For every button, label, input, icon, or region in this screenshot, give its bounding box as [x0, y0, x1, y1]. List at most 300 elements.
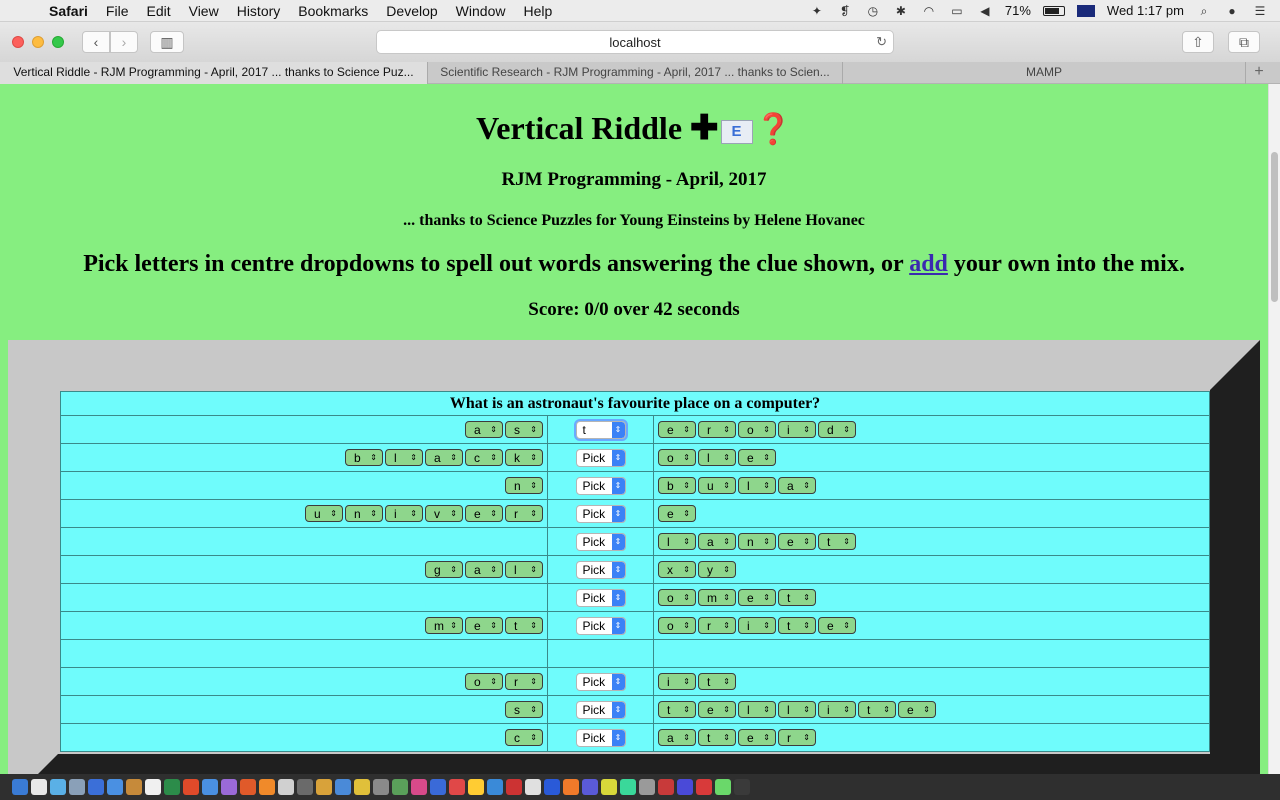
- centre-pick-cell: [548, 724, 654, 752]
- updown-arrow-icon: ⇕: [803, 732, 810, 742]
- left-letters: [61, 584, 548, 612]
- letter-value: k: [514, 450, 520, 465]
- letter-dropdown[interactable]: [658, 421, 696, 438]
- updown-arrow-icon: ⇕: [530, 704, 537, 714]
- letter-value: n: [354, 506, 361, 521]
- letter-value: l: [514, 562, 517, 577]
- dock-app-icon[interactable]: [145, 779, 161, 795]
- right-letters: [654, 556, 1210, 584]
- riddle-question: What is an astronaut's favourite place on a computer?: [61, 392, 1210, 416]
- updown-arrow-icon: ⇕: [843, 620, 850, 630]
- letter-value: e: [474, 506, 481, 521]
- updown-arrow-icon: ⇕: [450, 452, 457, 462]
- letter-dropdown[interactable]: [505, 561, 543, 578]
- letter-value: t: [867, 702, 871, 717]
- letter-dropdown[interactable]: [698, 533, 736, 550]
- airplay-icon[interactable]: ▭: [951, 3, 963, 18]
- letter-dropdown[interactable]: [698, 561, 736, 578]
- tab-vertical-riddle[interactable]: Vertical Riddle - RJM Programming - April, 2017 ... thanks to Science Puz...: [0, 62, 428, 84]
- volume-icon[interactable]: ◀: [980, 3, 990, 18]
- updown-arrow-icon: ⇕: [883, 704, 890, 714]
- riddle-row: [61, 500, 1210, 528]
- chevron-updown-icon: ⇕: [612, 590, 625, 606]
- forward-button[interactable]: [110, 31, 138, 53]
- dock-app-icon[interactable]: [107, 779, 123, 795]
- sidebar-button[interactable]: [150, 31, 184, 53]
- menu-item[interactable]: File: [105, 2, 129, 19]
- menu-item[interactable]: Bookmarks: [298, 2, 369, 19]
- dock-app-icon[interactable]: [335, 779, 351, 795]
- notification-list-icon[interactable]: ☰: [1254, 3, 1266, 18]
- menu-item[interactable]: History: [236, 2, 281, 19]
- menu-items: [97, 3, 561, 19]
- left-letters: [61, 612, 548, 640]
- score-display: Score: 0/0 over 42 seconds: [528, 299, 740, 320]
- tab-mamp[interactable]: MAMP: [843, 62, 1246, 84]
- letter-value: t: [787, 590, 791, 605]
- share-icon: ⇧: [1192, 33, 1204, 50]
- address-bar[interactable]: [376, 30, 894, 54]
- updown-arrow-icon: ⇕: [450, 508, 457, 518]
- dock-app-icon[interactable]: [563, 779, 579, 795]
- letter-dropdown[interactable]: [778, 533, 816, 550]
- letter-dropdown[interactable]: [658, 477, 696, 494]
- letter-dropdown[interactable]: [465, 449, 503, 466]
- dock-app-icon[interactable]: [316, 779, 332, 795]
- chevron-updown-icon: ⇕: [612, 730, 625, 746]
- right-letters: [654, 612, 1210, 640]
- left-letters: [61, 416, 548, 444]
- letter-value: a: [434, 450, 441, 465]
- letter-dropdown[interactable]: [778, 617, 816, 634]
- dock-app-icon[interactable]: [354, 779, 370, 795]
- dock-app-icon[interactable]: [259, 779, 275, 795]
- centre-pick-cell: [548, 472, 654, 500]
- dock-app-icon[interactable]: [126, 779, 142, 795]
- dock-app-icon[interactable]: [734, 779, 750, 795]
- updown-arrow-icon: ⇕: [723, 424, 730, 434]
- letter-dropdown[interactable]: [425, 561, 463, 578]
- letter-value: b: [667, 478, 674, 493]
- dock-app-icon[interactable]: [620, 779, 636, 795]
- updown-arrow-icon: ⇕: [370, 508, 377, 518]
- back-button[interactable]: [82, 31, 110, 53]
- letter-dropdown[interactable]: [698, 673, 736, 690]
- dock-app-icon[interactable]: [69, 779, 85, 795]
- letter-value: l: [667, 534, 670, 549]
- dock-app-icon[interactable]: [582, 779, 598, 795]
- updown-arrow-icon: ⇕: [490, 508, 497, 518]
- riddle-row: [61, 584, 1210, 612]
- left-letters: [61, 668, 548, 696]
- letter-value: e: [747, 730, 754, 745]
- letter-value: n: [514, 478, 521, 493]
- letter-value: l: [707, 450, 710, 465]
- scrollbar-thumb[interactable]: [1271, 152, 1278, 302]
- dock-app-icon[interactable]: [221, 779, 237, 795]
- right-letters: [654, 444, 1210, 472]
- chevron-updown-icon: ⇕: [612, 702, 625, 718]
- left-letters: [61, 500, 548, 528]
- dock-app-icon[interactable]: [506, 779, 522, 795]
- updown-arrow-icon: ⇕: [723, 732, 730, 742]
- pick-value: Pick: [582, 534, 606, 549]
- letter-dropdown[interactable]: [778, 589, 816, 606]
- dock-app-icon[interactable]: [183, 779, 199, 795]
- updown-arrow-icon: ⇕: [843, 424, 850, 434]
- updown-arrow-icon: ⇕: [370, 452, 377, 462]
- letter-dropdown[interactable]: [738, 589, 776, 606]
- letter-value: i: [394, 506, 397, 521]
- letter-value: i: [827, 702, 830, 717]
- centre-pick-dropdown[interactable]: [576, 505, 626, 523]
- letter-dropdown[interactable]: [465, 617, 503, 634]
- tray-app-icon[interactable]: ✦: [811, 3, 822, 18]
- instructions-text-before: Pick letters in centre dropdowns to spell out words answering the clue shown, or: [83, 251, 910, 277]
- dock-app-icon[interactable]: [487, 779, 503, 795]
- bluetooth-icon[interactable]: ✱: [895, 3, 906, 18]
- letter-dropdown[interactable]: [778, 421, 816, 438]
- pick-value: Pick: [582, 702, 606, 717]
- updown-arrow-icon: ⇕: [723, 676, 730, 686]
- dock-app-icon[interactable]: [240, 779, 256, 795]
- dock-app-icon[interactable]: [639, 779, 655, 795]
- letter-value: e: [707, 702, 714, 717]
- puzzle-stage: [8, 340, 1260, 774]
- battery-icon[interactable]: [1043, 6, 1065, 16]
- centre-pick-dropdown[interactable]: [576, 617, 626, 635]
- letter-dropdown[interactable]: [385, 449, 423, 466]
- dock-app-icon[interactable]: [278, 779, 294, 795]
- letter-value: r: [787, 730, 791, 745]
- centre-pick-cell: [548, 612, 654, 640]
- letter-value: m: [434, 618, 444, 633]
- letter-value: o: [667, 618, 674, 633]
- pick-value: Pick: [582, 730, 606, 745]
- letter-dropdown[interactable]: [465, 561, 503, 578]
- updown-arrow-icon: ⇕: [683, 704, 690, 714]
- time-machine-icon[interactable]: ◷: [867, 3, 879, 18]
- letter-dropdown[interactable]: [658, 729, 696, 746]
- right-letters: [654, 724, 1210, 752]
- letter-dropdown[interactable]: [818, 701, 856, 718]
- battery-percent[interactable]: 71%: [1004, 3, 1031, 18]
- letter-value: a: [707, 534, 714, 549]
- letter-value: i: [747, 618, 750, 633]
- letter-value: x: [667, 562, 673, 577]
- letter-value: o: [667, 450, 674, 465]
- letter-dropdown[interactable]: [505, 505, 543, 522]
- letter-value: l: [787, 702, 790, 717]
- letter-dropdown[interactable]: [505, 421, 543, 438]
- page-scrollbar[interactable]: [1268, 84, 1280, 774]
- centre-pick-dropdown[interactable]: [576, 589, 626, 607]
- riddle-row: [61, 668, 1210, 696]
- letter-dropdown[interactable]: [778, 701, 816, 718]
- letter-dropdown[interactable]: [505, 701, 543, 718]
- letter-dropdown[interactable]: [505, 449, 543, 466]
- menu-item[interactable]: Window: [455, 2, 506, 19]
- credits-line: ... thanks to Science Puzzles for Young Einsteins by Helene Hovanec: [403, 212, 865, 229]
- stage-corner-decoration-bottom: [32, 754, 58, 774]
- menu-app-name[interactable]: Safari: [49, 2, 88, 19]
- tray-script-icon[interactable]: ❡: [839, 3, 850, 18]
- centre-pick-dropdown[interactable]: [576, 533, 626, 551]
- centre-pick-dropdown[interactable]: [576, 729, 626, 747]
- chevron-updown-icon: ⇕: [612, 478, 625, 494]
- letter-value: e: [667, 506, 674, 521]
- updown-arrow-icon: ⇕: [723, 480, 730, 490]
- letter-value: s: [514, 702, 520, 717]
- dock-app-icon[interactable]: [658, 779, 674, 795]
- left-letters: [61, 556, 548, 584]
- pick-value: Pick: [582, 590, 606, 605]
- letter-dropdown[interactable]: [698, 589, 736, 606]
- dock-app-icon[interactable]: [449, 779, 465, 795]
- letter-dropdown[interactable]: [738, 729, 776, 746]
- updown-arrow-icon: ⇕: [683, 480, 690, 490]
- dock-app-icon[interactable]: [601, 779, 617, 795]
- left-letters: [61, 696, 548, 724]
- letter-value: c: [474, 450, 480, 465]
- dock-app-icon[interactable]: [392, 779, 408, 795]
- letter-dropdown[interactable]: [698, 729, 736, 746]
- dock-app-icon[interactable]: [373, 779, 389, 795]
- updown-arrow-icon: ⇕: [763, 480, 770, 490]
- letter-dropdown[interactable]: [465, 505, 503, 522]
- share-button[interactable]: [1182, 31, 1214, 53]
- close-window-button[interactable]: [12, 36, 24, 48]
- letter-dropdown[interactable]: [658, 617, 696, 634]
- updown-arrow-icon: ⇕: [450, 564, 457, 574]
- right-letters: [654, 668, 1210, 696]
- letter-dropdown[interactable]: [738, 617, 776, 634]
- riddle-row: [61, 416, 1210, 444]
- chevron-updown-icon: ⇕: [612, 450, 625, 466]
- stage-side-decoration: [1210, 390, 1260, 774]
- add-link[interactable]: add: [909, 251, 948, 277]
- dock-app-icon[interactable]: [468, 779, 484, 795]
- updown-arrow-icon: ⇕: [683, 508, 690, 518]
- right-letters: [654, 500, 1210, 528]
- page-title-text: Vertical Riddle: [476, 110, 683, 146]
- updown-arrow-icon: ⇕: [410, 508, 417, 518]
- updown-arrow-icon: ⇕: [330, 508, 337, 518]
- chevron-updown-icon: ⇕: [612, 422, 625, 438]
- updown-arrow-icon: ⇕: [803, 536, 810, 546]
- letter-dropdown[interactable]: [505, 477, 543, 494]
- letter-dropdown[interactable]: [658, 533, 696, 550]
- letter-dropdown[interactable]: [465, 421, 503, 438]
- updown-arrow-icon: ⇕: [683, 732, 690, 742]
- updown-arrow-icon: ⇕: [843, 704, 850, 714]
- dock-app-icon[interactable]: [677, 779, 693, 795]
- minimize-window-button[interactable]: [32, 36, 44, 48]
- updown-arrow-icon: ⇕: [723, 704, 730, 714]
- letter-value: t: [667, 702, 671, 717]
- letter-value: t: [514, 618, 518, 633]
- letter-dropdown[interactable]: [425, 505, 463, 522]
- updown-arrow-icon: ⇕: [530, 620, 537, 630]
- letter-dropdown[interactable]: [658, 701, 696, 718]
- centre-pick-dropdown[interactable]: [576, 673, 626, 691]
- letter-dropdown[interactable]: [858, 701, 896, 718]
- updown-arrow-icon: ⇕: [410, 452, 417, 462]
- letter-dropdown[interactable]: [738, 477, 776, 494]
- letter-value: c: [514, 730, 520, 745]
- centre-pick-dropdown[interactable]: [576, 477, 626, 495]
- updown-arrow-icon: ⇕: [763, 424, 770, 434]
- letter-dropdown[interactable]: [698, 617, 736, 634]
- letter-value: e: [907, 702, 914, 717]
- riddle-row: [61, 640, 1210, 668]
- letter-value: t: [707, 730, 711, 745]
- letter-dropdown[interactable]: [425, 449, 463, 466]
- letter-dropdown[interactable]: [305, 505, 343, 522]
- centre-pick-dropdown[interactable]: [576, 561, 626, 579]
- letter-dropdown[interactable]: [505, 729, 543, 746]
- dock-app-icon[interactable]: [525, 779, 541, 795]
- pick-value: Pick: [582, 562, 606, 577]
- updown-arrow-icon: ⇕: [763, 732, 770, 742]
- dock-app-icon[interactable]: [411, 779, 427, 795]
- updown-arrow-icon: ⇕: [803, 480, 810, 490]
- letter-value: e: [787, 534, 794, 549]
- dock-app-icon[interactable]: [715, 779, 731, 795]
- centre-pick-dropdown[interactable]: [576, 449, 626, 467]
- url-text: localhost: [609, 34, 661, 50]
- letter-dropdown[interactable]: [738, 533, 776, 550]
- letter-value: a: [474, 422, 481, 437]
- updown-arrow-icon: ⇕: [923, 704, 930, 714]
- dock-app-icon[interactable]: [88, 779, 104, 795]
- updown-arrow-icon: ⇕: [763, 452, 770, 462]
- reload-icon[interactable]: ↻: [876, 34, 887, 49]
- centre-pick-cell: [548, 444, 654, 472]
- letter-dropdown[interactable]: [698, 421, 736, 438]
- letter-value: s: [514, 422, 520, 437]
- letter-dropdown[interactable]: [738, 421, 776, 438]
- siri-icon[interactable]: ●: [1228, 3, 1236, 18]
- show-tabs-button[interactable]: [1228, 31, 1260, 53]
- updown-arrow-icon: ⇕: [803, 592, 810, 602]
- menu-item[interactable]: Develop: [386, 2, 438, 19]
- pick-value: t: [582, 422, 586, 437]
- question-icon[interactable]: ❓: [754, 113, 792, 146]
- letter-dropdown[interactable]: [898, 701, 936, 718]
- dock-app-icon[interactable]: [297, 779, 313, 795]
- right-letters: [654, 640, 1210, 668]
- letter-value: y: [707, 562, 713, 577]
- letter-dropdown[interactable]: [818, 533, 856, 550]
- updown-arrow-icon: ⇕: [763, 536, 770, 546]
- letter-dropdown[interactable]: [778, 477, 816, 494]
- dock-app-icon[interactable]: [50, 779, 66, 795]
- letter-dropdown[interactable]: [698, 477, 736, 494]
- tab-scientific-research[interactable]: Scientific Research - RJM Programming - April, 2017 ... thanks to Scien...: [428, 62, 843, 84]
- letter-dropdown[interactable]: [658, 561, 696, 578]
- dock-app-icon[interactable]: [12, 779, 28, 795]
- letter-dropdown[interactable]: [465, 673, 503, 690]
- plus-icon[interactable]: ✚: [690, 110, 719, 147]
- letter-value: e: [747, 590, 754, 605]
- centre-pick-cell: [548, 528, 654, 556]
- dock-app-icon[interactable]: [31, 779, 47, 795]
- letter-dropdown[interactable]: [658, 449, 696, 466]
- letter-dropdown[interactable]: [818, 617, 856, 634]
- letter-value: t: [707, 674, 711, 689]
- centre-pick-dropdown[interactable]: [576, 421, 626, 439]
- dock-app-icon[interactable]: [202, 779, 218, 795]
- right-letters: [654, 696, 1210, 724]
- letter-dropdown[interactable]: [385, 505, 423, 522]
- letter-value: n: [747, 534, 754, 549]
- letter-dropdown[interactable]: [698, 449, 736, 466]
- letter-dropdown[interactable]: [505, 617, 543, 634]
- letter-dropdown[interactable]: [345, 449, 383, 466]
- zoom-window-button[interactable]: [52, 36, 64, 48]
- dock: [0, 774, 1280, 800]
- letter-dropdown[interactable]: [658, 505, 696, 522]
- letter-value: u: [314, 506, 321, 521]
- clock[interactable]: Wed 1:17 pm: [1106, 3, 1184, 18]
- letter-value: m: [707, 590, 717, 605]
- instructions: [0, 251, 1268, 278]
- new-tab-button[interactable]: [1246, 62, 1272, 83]
- updown-arrow-icon: ⇕: [803, 704, 810, 714]
- input-flag-icon[interactable]: [1077, 5, 1095, 17]
- updown-arrow-icon: ⇕: [723, 620, 730, 630]
- instructions-text-after: your own into the mix.: [947, 251, 1185, 277]
- letter-dropdown[interactable]: [698, 701, 736, 718]
- updown-arrow-icon: ⇕: [490, 620, 497, 630]
- updown-arrow-icon: ⇕: [490, 452, 497, 462]
- dock-app-icon[interactable]: [164, 779, 180, 795]
- window-controls: [12, 36, 64, 48]
- menu-item[interactable]: View: [188, 2, 219, 19]
- letter-dropdown[interactable]: [738, 701, 776, 718]
- updown-arrow-icon: ⇕: [683, 620, 690, 630]
- updown-arrow-icon: ⇕: [530, 564, 537, 574]
- dock-app-icon[interactable]: [544, 779, 560, 795]
- spotlight-search-icon[interactable]: ⌕: [1200, 3, 1208, 18]
- menu-item[interactable]: Edit: [146, 2, 171, 19]
- letter-dropdown[interactable]: [658, 673, 696, 690]
- pick-value: Pick: [582, 674, 606, 689]
- updown-arrow-icon: ⇕: [490, 676, 497, 686]
- dock-app-icon[interactable]: [430, 779, 446, 795]
- centre-pick-dropdown[interactable]: [576, 701, 626, 719]
- wifi-icon[interactable]: ◠: [923, 3, 935, 18]
- letter-dropdown[interactable]: [505, 673, 543, 690]
- letter-dropdown[interactable]: [778, 729, 816, 746]
- letter-dropdown[interactable]: [345, 505, 383, 522]
- chevron-updown-icon: ⇕: [612, 618, 625, 634]
- updown-arrow-icon: ⇕: [530, 676, 537, 686]
- tab-bar: [0, 62, 1280, 84]
- letter-dropdown[interactable]: [818, 421, 856, 438]
- letter-dropdown[interactable]: [658, 589, 696, 606]
- left-letters: [61, 444, 548, 472]
- letter-dropdown[interactable]: [738, 449, 776, 466]
- right-letters: [654, 416, 1210, 444]
- email-icon[interactable]: [721, 120, 753, 144]
- letter-value: u: [707, 478, 714, 493]
- letter-dropdown[interactable]: [425, 617, 463, 634]
- dock-app-icon[interactable]: [696, 779, 712, 795]
- menu-item[interactable]: Help: [523, 2, 553, 19]
- riddle-table: [60, 391, 1210, 752]
